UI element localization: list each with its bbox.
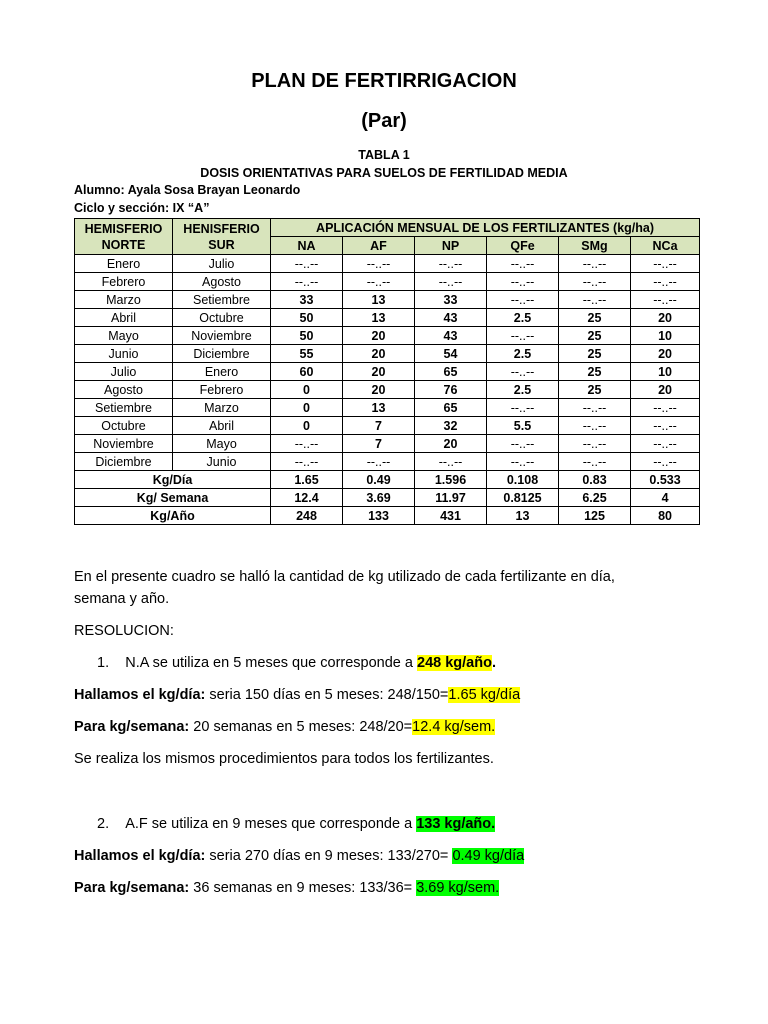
- highlight-248: 248 kg/año: [417, 655, 492, 671]
- totals-value: 4: [631, 489, 700, 507]
- cell-value: --..--: [631, 435, 700, 453]
- cell-value: --..--: [559, 399, 631, 417]
- cell-value: 50: [271, 309, 343, 327]
- cell-value: --..--: [271, 255, 343, 273]
- cell-value: --..--: [487, 255, 559, 273]
- header-aplicacion-mensual: APLICACIÓN MENSUAL DE LOS FERTILIZANTES (kg/ha): [271, 219, 700, 237]
- col-header: SMg: [559, 237, 631, 255]
- cell-hemisferio-norte: Marzo: [75, 291, 173, 309]
- cell-value: 20: [343, 381, 415, 399]
- highlight-na-week: 12.4 kg/sem.: [412, 719, 496, 735]
- item-1-number: 1.: [97, 655, 110, 671]
- cell-value: 65: [415, 399, 487, 417]
- totals-row: [75, 471, 700, 489]
- cell-value: 20: [631, 309, 700, 327]
- cell-hemisferio-sur: Setiembre: [173, 291, 271, 309]
- header-hemisferio-sur: HENISFERIO SUR: [173, 219, 271, 255]
- cell-hemisferio-norte: Noviembre: [75, 435, 173, 453]
- cell-value: --..--: [631, 291, 700, 309]
- col-header: NA: [271, 237, 343, 255]
- cell-value: 20: [415, 435, 487, 453]
- cell-hemisferio-sur: Mayo: [173, 435, 271, 453]
- cell-value: --..--: [487, 273, 559, 291]
- totals-row: [75, 489, 700, 507]
- totals-label: Kg/Año: [75, 507, 271, 525]
- cell-value: 20: [631, 345, 700, 363]
- table-row: [75, 453, 700, 471]
- highlight-na-day: 1.65 kg/día: [448, 687, 521, 703]
- highlight-af-week: 3.69 kg/sem.: [416, 880, 500, 896]
- col-header: QFe: [487, 237, 559, 255]
- cell-hemisferio-norte: Octubre: [75, 417, 173, 435]
- cell-value: 7: [343, 417, 415, 435]
- cell-hemisferio-norte: Agosto: [75, 381, 173, 399]
- na-week-line: Para kg/semana: 20 semanas en 5 meses: 248/20=12.4 kg/sem.: [74, 719, 496, 735]
- cycle-section: Ciclo y sección: IX “A”: [74, 201, 210, 215]
- document-subtitle: (Par): [361, 110, 407, 132]
- cell-value: --..--: [631, 255, 700, 273]
- cell-value: --..--: [631, 453, 700, 471]
- cell-value: --..--: [343, 273, 415, 291]
- table-row: [75, 363, 700, 381]
- cell-value: 20: [343, 327, 415, 345]
- totals-value: 0.83: [559, 471, 631, 489]
- table-row: [75, 435, 700, 453]
- cell-value: --..--: [487, 327, 559, 345]
- cell-hemisferio-norte: Febrero: [75, 273, 173, 291]
- totals-value: 431: [415, 507, 487, 525]
- totals-value: 0.533: [631, 471, 700, 489]
- cell-value: 7: [343, 435, 415, 453]
- totals-value: 6.25: [559, 489, 631, 507]
- cell-value: 20: [343, 363, 415, 381]
- cell-value: --..--: [343, 453, 415, 471]
- cell-value: --..--: [487, 435, 559, 453]
- totals-row: [75, 507, 700, 525]
- header-hemisferio-norte: HEMISFERIO NORTE: [75, 219, 173, 255]
- table-row: [75, 345, 700, 363]
- cell-value: 76: [415, 381, 487, 399]
- intro-line-2: semana y año.: [74, 591, 170, 607]
- table-row: [75, 399, 700, 417]
- cell-value: --..--: [415, 273, 487, 291]
- cell-value: 25: [559, 327, 631, 345]
- intro-line-1: En el presente cuadro se halló la cantidad de kg utilizado de cada fertilizante en día,: [74, 569, 615, 585]
- cell-hemisferio-sur: Marzo: [173, 399, 271, 417]
- cell-value: 0: [271, 381, 343, 399]
- cell-value: --..--: [487, 399, 559, 417]
- totals-value: 133: [343, 507, 415, 525]
- cell-value: 0: [271, 399, 343, 417]
- cell-value: 25: [559, 345, 631, 363]
- cell-value: 2.5: [487, 309, 559, 327]
- cell-value: --..--: [487, 453, 559, 471]
- cell-hemisferio-sur: Julio: [173, 255, 271, 273]
- cell-hemisferio-sur: Abril: [173, 417, 271, 435]
- totals-value: 0.108: [487, 471, 559, 489]
- cell-value: --..--: [631, 417, 700, 435]
- cell-value: 25: [559, 381, 631, 399]
- cell-value: --..--: [559, 417, 631, 435]
- cell-hemisferio-sur: Octubre: [173, 309, 271, 327]
- cell-value: 20: [343, 345, 415, 363]
- cell-value: 65: [415, 363, 487, 381]
- cell-value: 10: [631, 363, 700, 381]
- cell-value: 54: [415, 345, 487, 363]
- cell-hemisferio-norte: Junio: [75, 345, 173, 363]
- student-name: Alumno: Ayala Sosa Brayan Leonardo: [74, 183, 301, 197]
- fertilizer-table: [74, 218, 700, 525]
- col-header: AF: [343, 237, 415, 255]
- cell-value: 20: [631, 381, 700, 399]
- table-row: [75, 291, 700, 309]
- item-2-number: 2.: [97, 816, 110, 832]
- cell-hemisferio-sur: Febrero: [173, 381, 271, 399]
- cell-hemisferio-sur: Noviembre: [173, 327, 271, 345]
- cell-value: 5.5: [487, 417, 559, 435]
- cell-value: 25: [559, 363, 631, 381]
- cell-value: --..--: [487, 291, 559, 309]
- totals-value: 1.596: [415, 471, 487, 489]
- table-row: [75, 255, 700, 273]
- table-body: [75, 255, 700, 471]
- totals-value: 1.65: [271, 471, 343, 489]
- cell-hemisferio-norte: Julio: [75, 363, 173, 381]
- cell-value: 13: [343, 399, 415, 417]
- cell-value: 10: [631, 327, 700, 345]
- totals-value: 0.49: [343, 471, 415, 489]
- table-row: [75, 327, 700, 345]
- table-row: [75, 273, 700, 291]
- totals-value: 248: [271, 507, 343, 525]
- cell-value: 2.5: [487, 381, 559, 399]
- cell-hemisferio-norte: Diciembre: [75, 453, 173, 471]
- highlight-af-day: 0.49 kg/día: [452, 848, 525, 864]
- cell-value: --..--: [559, 273, 631, 291]
- cell-hemisferio-sur: Diciembre: [173, 345, 271, 363]
- totals-label: Kg/ Semana: [75, 489, 271, 507]
- totals-value: 12.4: [271, 489, 343, 507]
- document-title: PLAN DE FERTIRRIGACION: [251, 70, 517, 92]
- cell-hemisferio-sur: Enero: [173, 363, 271, 381]
- cell-value: --..--: [487, 363, 559, 381]
- cell-hemisferio-norte: Setiembre: [75, 399, 173, 417]
- totals-value: 11.97: [415, 489, 487, 507]
- same-procedure-line: Se realiza los mismos procedimientos para todos los fertilizantes.: [74, 751, 494, 767]
- cell-value: 60: [271, 363, 343, 381]
- na-day-line: Hallamos el kg/día: seria 150 días en 5 meses: 248/150=1.65 kg/día: [74, 687, 521, 703]
- cell-value: --..--: [559, 453, 631, 471]
- cell-value: 13: [343, 291, 415, 309]
- cell-value: --..--: [631, 399, 700, 417]
- cell-hemisferio-sur: Agosto: [173, 273, 271, 291]
- table-totals: [75, 471, 700, 525]
- cell-value: 43: [415, 327, 487, 345]
- cell-value: 32: [415, 417, 487, 435]
- table-row: [75, 309, 700, 327]
- totals-value: 0.8125: [487, 489, 559, 507]
- cell-value: --..--: [631, 273, 700, 291]
- col-header: NP: [415, 237, 487, 255]
- totals-label: Kg/Día: [75, 471, 271, 489]
- cell-value: 50: [271, 327, 343, 345]
- cell-value: 13: [343, 309, 415, 327]
- table-label: TABLA 1: [358, 148, 410, 162]
- totals-value: 80: [631, 507, 700, 525]
- highlight-133: 133 kg/año.: [416, 816, 496, 832]
- af-day-line: Hallamos el kg/día: seria 270 días en 9 meses: 133/270= 0.49 kg/día: [74, 848, 525, 864]
- cell-hemisferio-sur: Junio: [173, 453, 271, 471]
- cell-value: 2.5: [487, 345, 559, 363]
- cell-value: --..--: [271, 453, 343, 471]
- cell-value: --..--: [415, 255, 487, 273]
- af-week-line: Para kg/semana: 36 semanas en 9 meses: 133/36= 3.69 kg/sem.: [74, 880, 500, 896]
- table-caption: DOSIS ORIENTATIVAS PARA SUELOS DE FERTILIDAD MEDIA: [200, 166, 568, 180]
- cell-value: --..--: [559, 435, 631, 453]
- cell-value: 33: [271, 291, 343, 309]
- cell-value: --..--: [271, 435, 343, 453]
- resolution-heading: RESOLUCION:: [74, 623, 174, 639]
- cell-value: --..--: [559, 291, 631, 309]
- cell-hemisferio-norte: Enero: [75, 255, 173, 273]
- item-1: 1. N.A se utiliza en 5 meses que corresponde a 248 kg/año.: [97, 655, 496, 671]
- cell-value: 25: [559, 309, 631, 327]
- col-header: NCa: [631, 237, 700, 255]
- cell-value: --..--: [343, 255, 415, 273]
- cell-value: 55: [271, 345, 343, 363]
- cell-value: --..--: [415, 453, 487, 471]
- totals-value: 125: [559, 507, 631, 525]
- cell-value: 33: [415, 291, 487, 309]
- table-row: [75, 381, 700, 399]
- cell-value: --..--: [559, 255, 631, 273]
- totals-value: 3.69: [343, 489, 415, 507]
- cell-value: 0: [271, 417, 343, 435]
- cell-value: 43: [415, 309, 487, 327]
- totals-value: 13: [487, 507, 559, 525]
- cell-value: --..--: [271, 273, 343, 291]
- table-row: [75, 417, 700, 435]
- cell-hemisferio-norte: Abril: [75, 309, 173, 327]
- item-2: 2. A.F se utiliza en 9 meses que corresponde a 133 kg/año.: [97, 816, 496, 832]
- cell-hemisferio-norte: Mayo: [75, 327, 173, 345]
